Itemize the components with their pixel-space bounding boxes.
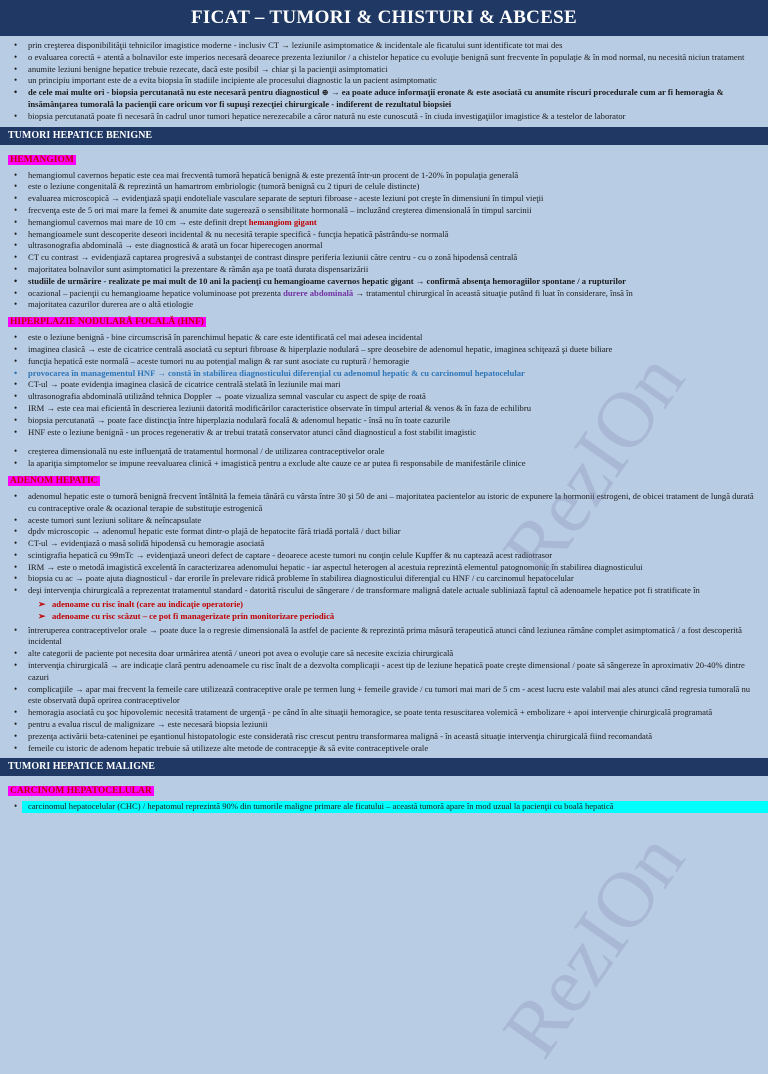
list-item: • prin creşterea disponibilităţii tehnicilor imagistice moderne - inclusiv CT → leziunile asimptomatice & incidentale ale ficatului sunt identificate tot mai des xyxy=(22,40,768,52)
list-item: • CT-ul → poate evidenţia imaginea clasică de cicatrice centrală stelată în leziunile mai mari xyxy=(22,379,768,391)
intro-list xyxy=(0,40,768,123)
list-item: • la apariţia simptomelor se impune reevaluarea clinică + imagistică pentru a exclude alte cauze ce ar putea fi responsabile de manifestările clinice xyxy=(22,458,768,470)
list-item: • pentru a evalua riscul de malignizare → este necesară biopsia leziunii xyxy=(22,719,768,731)
list-item: • întreruperea contraceptivelor orale → poate duce la o regresie dimensională la astfel de paciente & reprezintă prima măsură terapeutică atunci când leziunea rămâne complet asimptomatică / a fost descoperită incidental xyxy=(22,625,768,649)
adenom-list xyxy=(0,491,768,597)
list-item: ➢ adenoame cu risc scăzut – ce pot fi managerizate prin monitorizare periodică xyxy=(46,611,768,623)
adenom-list-2 xyxy=(0,625,768,755)
item-text: hemangiomul cavernos mai mare de 10 cm → este definit drept xyxy=(28,216,249,227)
list-item: • anumite leziuni benigne hepatice trebuie rezecate, dacă este posibil → chiar şi la pacienţii asimptomatici xyxy=(22,64,768,76)
watermark: RezIOn xyxy=(486,818,702,1073)
chc-list xyxy=(0,801,768,813)
watermark: RezIOn xyxy=(486,338,702,593)
list-item: • adenomul hepatic este o tumoră benignă frecvent întâlnită la femeia tânără cu vârsta între 30 şi 50 de ani – majoritatea pacientelor au istoric de expunere la hormonii estrogeni, de obicei tratament de lungă durată cu contraceptive orale & ocazional terapie de substituţie estrogenică xyxy=(22,491,768,515)
section-heading-hemangiom: HEMANGIOM xyxy=(10,154,74,165)
list-item xyxy=(22,288,768,300)
section-heading-hnf: HIPERPLAZIE NODULARĂ FOCALĂ (HNF) xyxy=(10,317,204,328)
list-item-continued: • majoritatea cazurilor durerea are o altă etiologie xyxy=(22,299,768,311)
list-item: • o evaluarea corectă + atentă a bolnavilor este imperios necesară deoarece prezenta leziunilor / a chistelor hepatice cu evoluţie benignă sunt frecvente în populaţie & în mod normal, nu necesită niciun tratament xyxy=(22,52,768,64)
list-item: • intervenţia chirurgicală → are indicaţie clară pentru adenoamele cu risc înalt de a dezvolta complicaţii - acest tip de leziune hepatică poate creşte dimensional / poate să sângereze în aproximativ 20-40% dintre cazuri xyxy=(22,660,768,684)
list-item: • un principiu important este de a evita biopsia în stadiile incipiente ale procesului diagnostic la un pacient asimptomatic xyxy=(22,75,768,87)
list-item: • biopsia cu ac → poate ajuta diagnosticul - dar erorile în prelevare ridică probleme în stabilirea diagnosticului diferenţial cu HNF / cu carcinomul hepatocelular xyxy=(22,573,768,585)
list-item: • majoritatea bolnavilor sunt asimptomatici la prezentare & rămân aşa pe toată durata dispensarizării xyxy=(22,264,768,276)
list-item: • studiile de urmărire - realizate pe mai mult de 10 ani la pacienţi cu hemangioame cavernos hepatic gigant → confirmă absenţa hemoragiilor spontane / a rupturilor xyxy=(22,276,768,288)
list-item: • complicaţiile → apar mai frecvent la femeile care utilizează contraceptive orale pe termen lung + femeile gravide / cu tumori mai mari de 5 cm - acest lucru este valabil mai ales atunci când regresia tumorală nu este observată după oprirea contraceptivelor xyxy=(22,684,768,708)
list-item: • dpdv microscopic → adenomul hepatic este format dintr-o plajă de hepatocite fără triadă portală / duct biliar xyxy=(22,526,768,538)
list-item: • CT cu contrast → evidenţiază captarea progresivă a substanţei de contrast dinspre periferia leziunii către centru - cu o zonă hipodensă centrală xyxy=(22,252,768,264)
section-band-malign: TUMORI HEPATICE MALIGNE xyxy=(0,758,768,776)
list-item: • alte categorii de paciente pot necesita doar urmărirea atentă / uneori pot avea o evoluţie care să necesite excizia chirurgicală xyxy=(22,648,768,660)
list-item: • femeile cu istoric de adenom hepatic trebuie să utilizeze alte metode de contracepţie & să evite contraceptivele orale xyxy=(22,743,768,755)
hnf-list xyxy=(0,332,768,438)
adenom-sublist xyxy=(0,599,768,623)
list-item: • scintigrafia hepatică cu 99mTc → evidenţiază uneori defect de captare - deoarece aceste tumori nu conţin celule Kupffer & nu captează acest radiotrasor xyxy=(22,550,768,562)
hnf-list-2 xyxy=(0,446,768,470)
list-item: • ultrasonografia abdominală utilizând tehnica Doppler → poate vizualiza semnal vascular cu aspect de spiţe de roată xyxy=(22,391,768,403)
list-item: • hemangiomul cavernos hepatic este cea mai frecventă tumoră hepatică benignă & este prezentă într-un procent de 1-20% în populaţia generală xyxy=(22,170,768,182)
list-item: • CT-ul → evidenţiază o masă solidă hipodensă cu hemoragie asociată xyxy=(22,538,768,550)
list-item: ➢ adenoame cu risc înalt (care au indicaţie operatorie) xyxy=(46,599,768,611)
list-item: • carcinomul hepatocelular (CHC) / hepatomul reprezintă 90% din tumorile maligne primare ale ficatului – această tumoră apare în mod uzual la pacienţii cu boală hepatică xyxy=(22,801,768,813)
page-title: FICAT – TUMORI & CHISTURI & ABCESE xyxy=(0,0,768,36)
section-heading-adenom: ADENOM HEPATIC xyxy=(10,475,98,486)
list-item: • HNF este o leziune benignă - un proces regenerativ & ar trebui tratată conservator atunci când diagnosticul a fost stabilit imagistic xyxy=(22,427,768,439)
list-item: • funcţia hepatică este normală – aceste tumori nu au potenţial malign & rar sunt asociate cu ruptură / hemoragie xyxy=(22,356,768,368)
list-item: • deşi intervenţia chirurgicală a reprezentat tratamentul standard - datorită riscului de sângerare / de transformare malignă datele actuale subliniază faptul că adenoamele hepatice pot fi stratificate în xyxy=(22,585,768,597)
item-text: → tratamentul chirurgical în această situaţie putând fi luat în considerare, însă în xyxy=(353,287,633,298)
list-item: • biopsia percutanată → poate face distincţia între hiperplazia nodulară focală & adenomul hepatic - însă nu în toate cazurile xyxy=(22,415,768,427)
list-item: • este o leziune congenitală & reprezintă un hamartrom embriologic (tumoră benignă cu 2 tipuri de celule distincte) xyxy=(22,181,768,193)
list-item: • prezenţa activării beta-cateninei pe eşantionul histopatologic este considerată risc crescut pentru transformarea malignă - în această situaţie intervenţia chirurgicală fiind recomandată xyxy=(22,731,768,743)
hemangiom-list xyxy=(0,170,768,312)
list-item: • creşterea dimensională nu este influenţată de tratamentul hormonal / de utilizarea contraceptivelor orale xyxy=(22,446,768,458)
highlight-text: durere abdominală xyxy=(283,287,354,298)
list-item xyxy=(22,217,768,229)
list-item: • hemangioamele sunt descoperite deseori incidental & nu necesită terapie specifică - funcţia hepatică păstrându-se normală xyxy=(22,229,768,241)
list-item: • ultrasonografia abdominală → este diagnostică & arată un focar hiperecogen anormal xyxy=(22,240,768,252)
list-item: • IRM → este cea mai eficientă în descrierea leziunii datorită modificărilor caracteristice observate în timpul arterial & venos & în faza de echilibru xyxy=(22,403,768,415)
item-text: ocazional – pacienţii cu hemangioame hepatice voluminoase pot prezenta xyxy=(28,287,284,298)
list-item: • provocarea în managementul HNF → constă în stabilirea diagnosticului diferenţial cu adenomul hepatic & cu carcinomul hepatocelular xyxy=(22,368,768,380)
section-band-benign: TUMORI HEPATICE BENIGNE xyxy=(0,127,768,145)
list-item: • evaluarea microscopică → evidenţiază spaţii endoteliale vasculare separate de septuri fibroase - aceste leziuni pot creşte în dimensiuni în timpul vieţii xyxy=(22,193,768,205)
list-item: • aceste tumori sunt leziuni solitare & neîncapsulate xyxy=(22,515,768,527)
list-item: • este o leziune benignă - bine circumscrisă în parenchimul hepatic & care este identificată cel mai adesea incidental xyxy=(22,332,768,344)
list-item: • IRM → este o metodă imagistică excelentă în caracterizarea adenomului hepatic - iar aspectul heterogen al acestuia reprezintă elementul patognomonic în stabilirea diagnosticului xyxy=(22,562,768,574)
list-item: • hemoragia asociată cu şoc hipovolemic necesită tratament de urgenţă - pe când în alte situaţii hemoragice, se poate tenta resuscitarea volemică + embolizare + apoi intervenţie chirurgicală programată xyxy=(22,707,768,719)
highlight-text: hemangiom gigant xyxy=(248,216,317,227)
section-heading-chc: CARCINOM HEPATOCELULAR xyxy=(10,786,152,797)
list-item: • imaginea clasică → este de cicatrice centrală asociată cu septuri fibroase & hiperplazie nodulară – spre deosebire de adenomul hepatic, imaginea schiţează şi duete biliare xyxy=(22,344,768,356)
list-item: • biopsia percutanată poate fi necesară în cadrul unor tumori hepatice nerezecabile a căror natură nu este cunoscută - în ciuda investigaţiilor imagistice & a testelor de laborator xyxy=(22,111,768,123)
list-item: • frecvenţa este de 5 ori mai mare la femei & anumite date sugerează o sensibilitate hormonală – incluzând creşterea dimensională în timpul sarcinii xyxy=(22,205,768,217)
list-item: • de cele mai multe ori - biopsia percutanată nu este necesară pentru diagnosticul ⊕ → ea poate aduce informaţii eronate & este asociată cu anumite riscuri procedurale cum ar fi hemoragia & însămânţarea tumorală la pacienţii care oricum vor fi supuşi rezecţiei chirurgicale - indiferent de rezultatul biopsiei xyxy=(22,87,768,111)
